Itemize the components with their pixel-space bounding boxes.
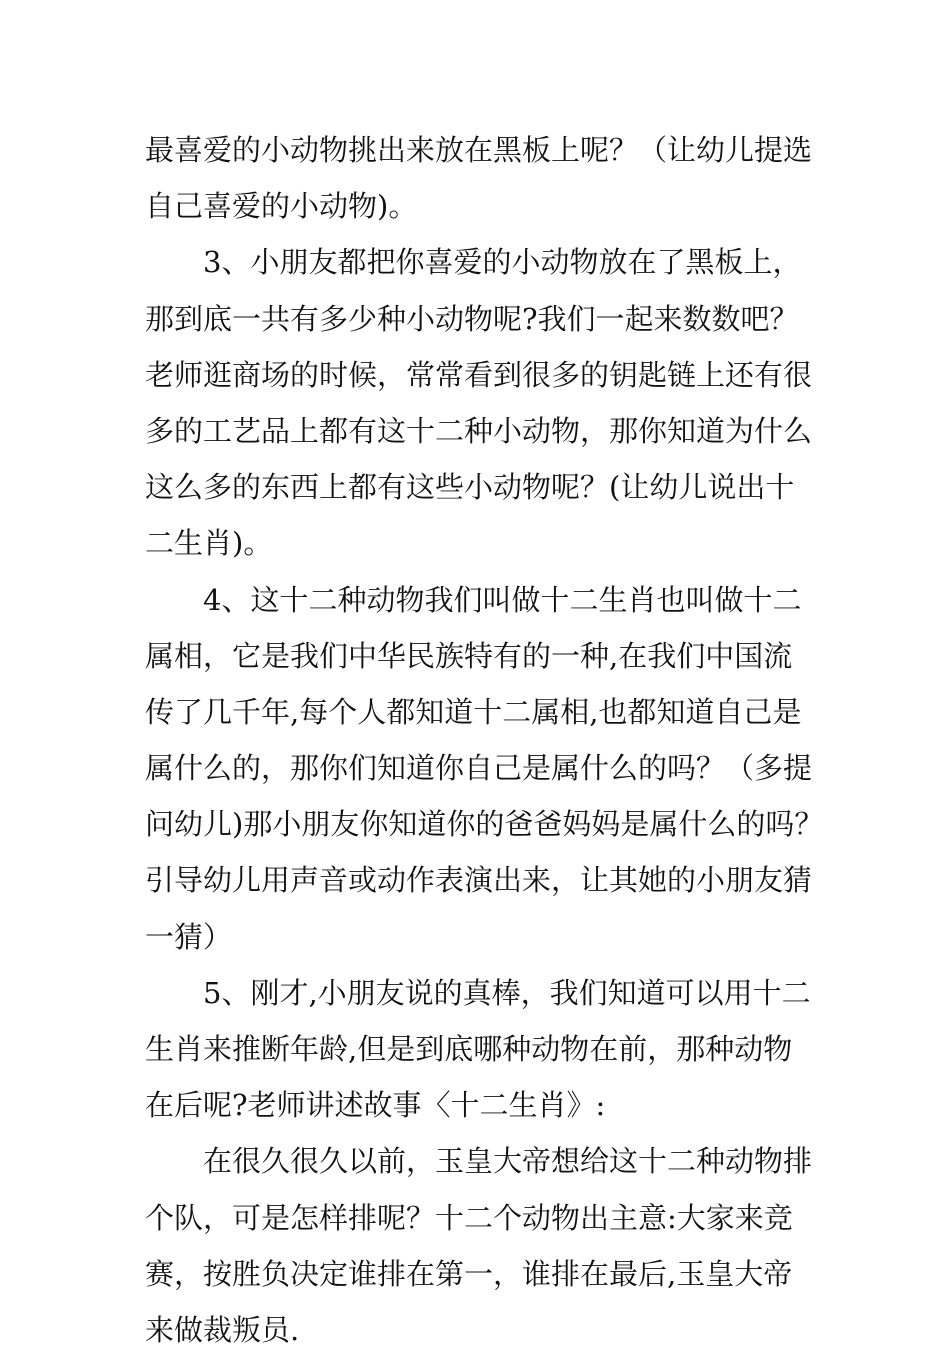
text-line: 多的工艺品上都有这十二种小动物，那你知道为什么 (145, 413, 813, 448)
text-line: 自己喜爱的小动物)。 (145, 189, 418, 224)
text-line: 二生肖)。 (145, 526, 273, 561)
text-line: 生肖来推断年龄,但是到底哪种动物在前，那种动物 (145, 1032, 793, 1066)
text-line: 这么多的东西上都有这些小动物呢？(让幼儿说出十 (145, 470, 795, 505)
text-line: 老师逛商场的时候，常常看到很多的钥匙链上还有很 (145, 357, 813, 392)
paragraph-start-line: 在很久很久以前，玉皇大帝想给这十二种动物排 (203, 1144, 813, 1179)
paragraph-start-line: 5、刚才,小朋友说的真棒，我们知道可以用十二 (203, 975, 811, 1010)
text-line: 一猜） (145, 919, 233, 954)
text-line: 属相，它是我们中华民族特有的一种,在我们中国流 (145, 638, 793, 673)
text-line: 属什么的，那你们知道你自己是属什么的吗？（多提 (145, 751, 813, 786)
text-line: 传了几千年,每个人都知道十二属相,也都知道自己是 (145, 694, 802, 729)
paragraph-start-line: 3、小朋友都把你喜爱的小动物放在了黑板上， (203, 245, 802, 280)
text-line: 来做裁叛员. (145, 1312, 300, 1347)
text-line: 个队，可是怎样排呢？十二个动物出主意:大家来竞 (145, 1200, 793, 1235)
text-line: 在后呢?老师讲述故事〈十二生肖》: (145, 1088, 606, 1123)
text-line: 赛，按胜负决定谁排在第一，谁排在最后,玉皇大帝 (145, 1256, 793, 1291)
document-body (145, 122, 825, 1358)
text-line: 引导幼儿用声音或动作表演出来，让其她的小朋友猜 (145, 863, 813, 898)
text-line: 最喜爱的小动物挑出来放在黑板上呢？（让幼儿提选 (145, 133, 813, 167)
paragraph-start-line: 4、这十二种动物我们叫做十二生肖也叫做十二 (203, 582, 802, 617)
text-line: 问幼儿)那小朋友你知道你的爸爸妈妈是属什么的吗？ (145, 807, 824, 842)
text-line: 那到底一共有多少种小动物呢?我们一起来数数吧？ (145, 301, 799, 336)
